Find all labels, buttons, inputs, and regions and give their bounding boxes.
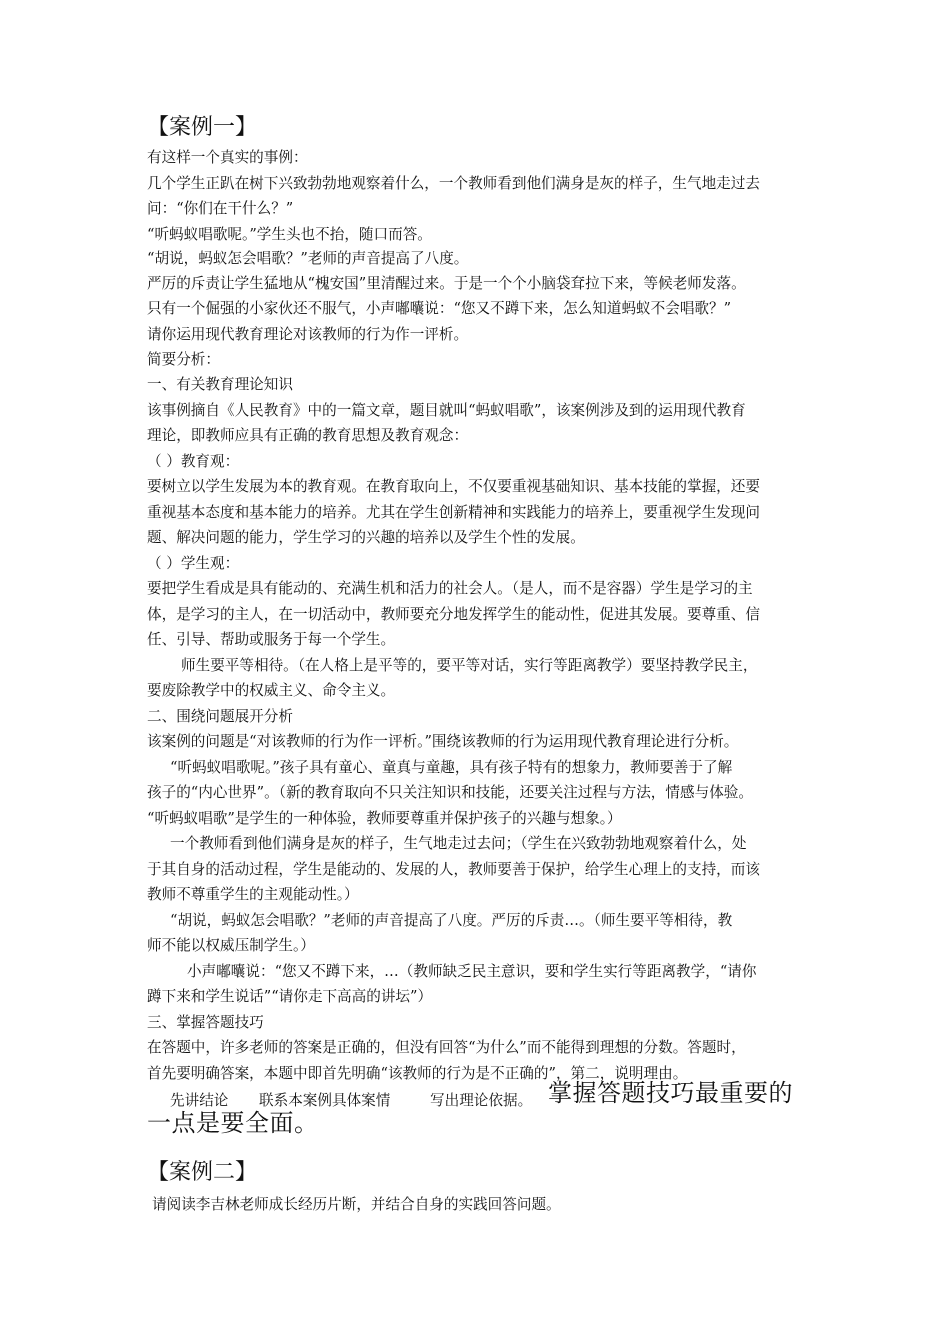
overlay-text-theory-basis: 写出理论依据。: [430, 1092, 533, 1109]
body-line: 任、引导、帮助或服务于每一个学生。: [147, 631, 396, 648]
body-line: 简要分析：: [147, 351, 220, 368]
body-line: 小声嘟囔说：“您又不蹲下来，…（教师缺乏民主意识，要和学生实行等距离教学，“请你: [187, 963, 757, 980]
subsection-heading: （ ）学生观：: [147, 555, 240, 572]
body-line: 师生要平等相待。（在人格上是平等的，要平等对话，实行等距离教学）要坚持教学民主，: [181, 657, 758, 674]
body-line: 理论，即教师应具有正确的教育思想及教育观念：: [147, 427, 469, 444]
overlay-big-text-b: 一点是要全面。: [147, 1109, 319, 1137]
body-line: 在答题中，许多老师的答案是正确的，但没有回答“为什么”而不能得到理想的分数。答题时，: [147, 1039, 746, 1056]
body-line: 要把学生看成是具有能动的、充满生机和活力的社会人。（是人，而不是容器）学生是学习的主: [147, 580, 753, 597]
body-line: 孩子的“内心世界”。（新的教育取向不只关注知识和技能，还要关注过程与方法，情感与体验。: [147, 784, 753, 801]
body-line: 请你运用现代教育理论对该教师的行为作一评析。: [147, 326, 469, 343]
overlay-big-text-a: 掌握答题技巧最重要的: [548, 1079, 793, 1107]
body-line: 问：“你们在干什么？”: [147, 200, 294, 217]
body-line: 要树立以学生发展为本的教育观。在教育取向上，不仅要重视基础知识、基本技能的掌握，还要: [147, 478, 760, 495]
body-line: “胡说，蚂蚁怎会唱歌？”老师的声音提高了八度。严厉的斥责…。（师生要平等相待，教: [170, 912, 733, 929]
body-line: “听蚂蚁唱歌呢。”学生头也不抬，随口而答。: [147, 226, 432, 243]
section-heading: 三、掌握答题技巧: [147, 1014, 264, 1031]
body-line: 只有一个倔强的小家伙还不服气，小声嘟囔说：“您又不蹲下来，怎么知道蚂蚁不会唱歌？”: [147, 300, 732, 317]
case2-intro: 请阅读李吉林老师成长经历片断，并结合自身的实践回答问题。: [152, 1196, 561, 1213]
body-line: 题、解决问题的能力，学生学习的兴趣的培养以及学生个性的发展。: [147, 529, 585, 546]
body-line: 重视基本态度和基本能力的培养。尤其在学生创新精神和实践能力的培养上，要重视学生发现问: [147, 504, 760, 521]
section-heading: 一、有关教育理论知识: [147, 376, 293, 393]
body-line: “听蚂蚁唱歌”是学生的一种体验，教师要尊重并保护孩子的兴趣与想象。）: [147, 810, 622, 827]
body-line: 体，是学习的主人，在一切活动中，教师要充分地发挥学生的能动性，促进其发展。要尊重、信: [147, 606, 760, 623]
body-line: 于其自身的活动过程，学生是能动的、发展的人，教师要善于保护，给学生心理上的支持，而该: [147, 861, 760, 878]
subsection-heading: （ ）教育观：: [147, 453, 240, 470]
body-line: 师不能以权威压制学生。）: [147, 937, 315, 954]
body-line: 该案例的问题是“对该教师的行为作一评析。”围绕该教师的行为运用现代教育理论进行分析。: [147, 733, 739, 750]
overlay-text-conclusion: 先讲结论: [170, 1092, 229, 1109]
body-line: 有这样一个真实的事例：: [147, 149, 308, 166]
body-line: “听蚂蚁唱歌呢。”孩子具有童心、童真与童趣，具有孩子特有的想象力，教师要善于了解: [170, 759, 733, 776]
body-line: 首先要明确答案，本题中即首先明确“该教师的行为是不正确的”，第二，说明理由。: [147, 1065, 688, 1082]
case1-heading: 【案例一】: [147, 115, 258, 140]
case2-heading: 【案例二】: [147, 1160, 258, 1185]
body-line: 严厉的斥责让学生猛地从“槐安国”里清醒过来。于是一个个小脑袋耷拉下来，等候老师发落。: [147, 275, 746, 292]
overlay-text-case-details: 联系本案例具体案情: [259, 1092, 391, 1109]
body-line: 蹲下来和学生说话”“请你走下高高的讲坛”）: [147, 988, 433, 1005]
body-line: 教师不尊重学生的主观能动性。）: [147, 886, 359, 903]
body-line: 几个学生正趴在树下兴致勃勃地观察着什么，一个教师看到他们满身是灰的样子，生气地走过去: [147, 175, 760, 192]
body-line: 一个教师看到他们满身是灰的样子，生气地走过去问；（学生在兴致勃勃地观察着什么，处: [170, 835, 747, 852]
body-line: 该事例摘自《人民教育》中的一篇文章，题目就叫“蚂蚁唱歌”，该案例涉及到的运用现代教育: [147, 402, 746, 419]
body-line: “胡说，蚂蚁怎会唱歌？”老师的声音提高了八度。: [147, 250, 469, 267]
body-line: 要废除教学中的权威主义、命令主义。: [147, 682, 396, 699]
section-heading: 二、围绕问题展开分析: [147, 708, 293, 725]
